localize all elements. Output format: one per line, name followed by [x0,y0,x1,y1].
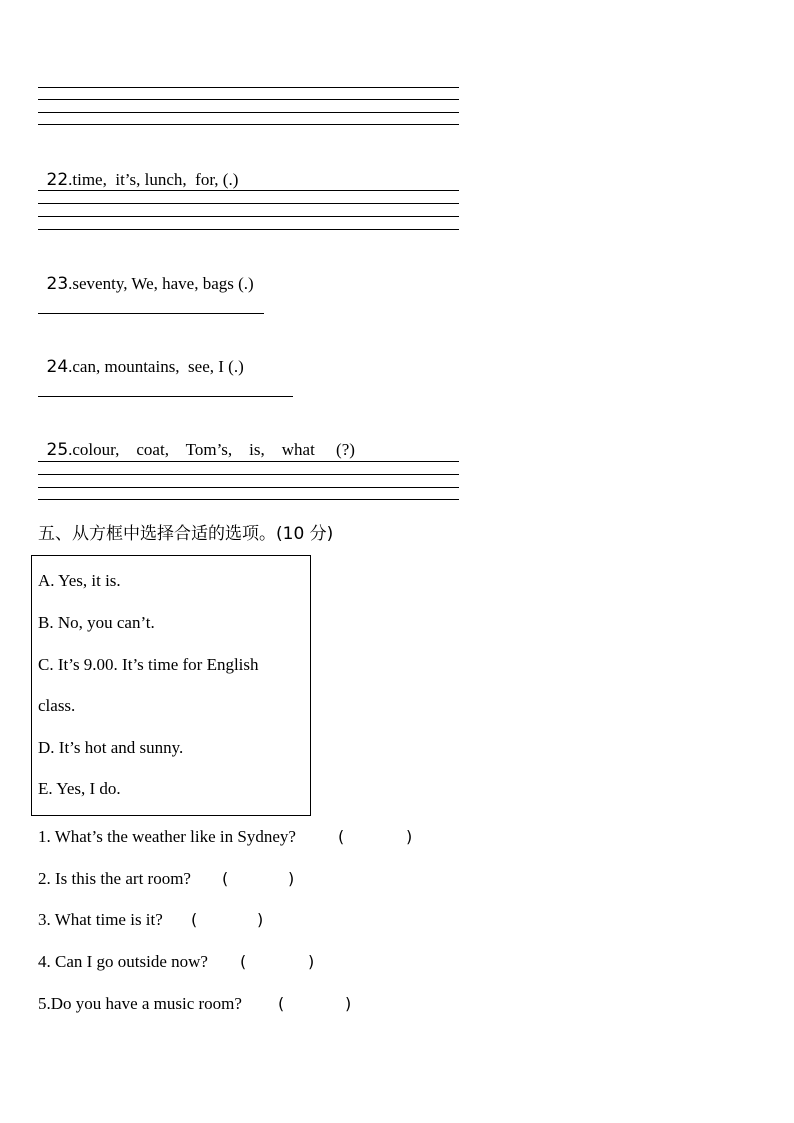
answer-line [38,216,459,217]
question-number: 23 [46,274,69,294]
answer-line [38,112,459,113]
answer-line [38,487,459,488]
close-paren: ) [288,869,295,888]
question-23 [38,254,254,294]
question-22 [38,150,238,190]
answer-line [38,124,459,125]
question-4: 4. Can I go outside now? [38,952,208,971]
question-text: .time, it’s, lunch, for, (.) [68,170,239,189]
answer-line [38,87,459,88]
question-1: 1. What’s the weather like in Sydney? [38,827,296,846]
answer-line [38,396,293,397]
answer-line [38,499,459,500]
section-title: 五、从方框中选择合适的选项。(10 分) [38,524,334,544]
answer-line [38,461,459,462]
question-text: .can, mountains, see, I (.) [68,357,244,376]
option-d: D. It’s hot and sunny. [38,738,184,757]
open-paren: ( [191,910,198,929]
open-paren: ( [278,994,285,1013]
question-25 [38,420,355,460]
question-3: 3. What time is it? [38,910,163,929]
answer-line [38,99,459,100]
option-a: A. Yes, it is. [38,571,121,590]
option-c-continued: class. [38,696,76,715]
answer-line [38,474,459,475]
answer-line [38,203,459,204]
option-b: B. No, you can’t. [38,613,155,632]
answer-line [38,229,459,230]
question-text: .seventy, We, have, bags (.) [68,274,254,293]
question-5: 5.Do you have a music room? [38,994,242,1013]
close-paren: ) [257,910,264,929]
question-2: 2. Is this the art room? [38,869,191,888]
question-24 [38,337,244,377]
answer-line [38,190,459,191]
close-paren: ) [406,827,413,846]
open-paren: ( [222,869,229,888]
options-box [31,555,311,816]
question-number: 25 [46,440,69,460]
open-paren: ( [240,952,247,971]
option-c: C. It’s 9.00. It’s time for English [38,655,259,674]
option-e: E. Yes, I do. [38,779,121,798]
answer-line [38,313,264,314]
close-paren: ) [345,994,352,1013]
answer-blank[interactable] [205,910,255,930]
question-number: 24 [46,357,69,377]
question-number: 22 [46,170,69,190]
close-paren: ) [308,952,315,971]
question-text: .colour, coat, Tom’s, is, what (?) [68,440,355,459]
answer-blank[interactable] [352,827,404,847]
answer-blank[interactable] [236,869,286,889]
open-paren: ( [338,827,345,846]
answer-blank[interactable] [292,994,344,1014]
answer-blank[interactable] [254,952,306,972]
